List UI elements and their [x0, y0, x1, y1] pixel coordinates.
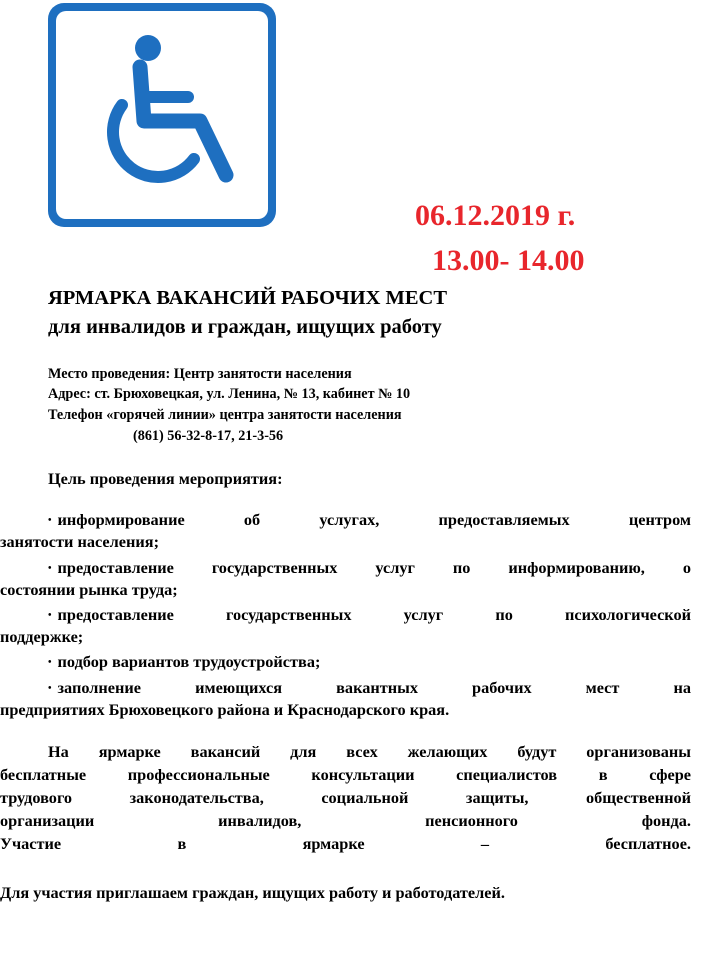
- bullet-icon: •: [48, 515, 52, 526]
- goal-item-1: • информирование об услугах, предоставляемых центром: [48, 510, 691, 529]
- page-title: ЯРМАРКА ВАКАНСИЙ РАБОЧИХ МЕСТ: [48, 287, 447, 309]
- address-text: Адрес: ст. Брюховецкая, ул. Ленина, № 13, кабинет № 10: [48, 386, 411, 402]
- wheelchair-icon: [48, 3, 276, 227]
- bullet-icon: •: [48, 657, 52, 668]
- paragraph-line-5: Участие в ярмарке – бесплатное.: [0, 834, 691, 853]
- goal-item-3: • предоставление государственных услуг по психологической: [48, 605, 691, 624]
- wheelchair-logo: [48, 3, 276, 227]
- paragraph-line-4: организации инвалидов, пенсионного фонда.: [0, 811, 691, 830]
- event-time: 13.00- 14.00: [432, 244, 585, 277]
- goal-item-2-cont: состоянии рынка труда;: [0, 580, 178, 599]
- bullet-icon: •: [48, 683, 52, 694]
- goal-item-3-cont: поддержке;: [0, 627, 84, 646]
- bullet-icon: •: [48, 610, 52, 621]
- goal-item-4: • подбор вариантов трудоустройства;: [48, 652, 321, 671]
- goal-item-2: • предоставление государственных услуг по информированию, о: [48, 558, 691, 577]
- paragraph-line-3: трудового законодательства, социальной защиты, общественной: [0, 788, 691, 807]
- invitation-text: Для участия приглашаем граждан, ищущих работу и работодателей.: [0, 883, 505, 902]
- hotline-phones: (861) 56-32-8-17, 21-3-56: [133, 428, 284, 444]
- hotline-label: Телефон «горячей линии» центра занятости населения: [48, 407, 402, 423]
- bullet-icon: •: [48, 563, 52, 574]
- event-date: 06.12.2019 г.: [415, 199, 576, 232]
- paragraph-line-1: На ярмарке вакансий для всех желающих будут организованы: [48, 742, 691, 761]
- goals-heading: Цель проведения мероприятия:: [48, 469, 283, 488]
- goal-item-5: • заполнение имеющихся вакантных рабочих мест на: [48, 678, 691, 697]
- venue-text: Место проведения: Центр занятости населения: [48, 366, 352, 382]
- goal-item-5-cont: предприятиях Брюховецкого района и Краснодарского края.: [0, 700, 450, 719]
- page-subtitle: для инвалидов и граждан, ищущих работу: [48, 316, 442, 338]
- paragraph-line-2: бесплатные профессиональные консультации специалистов в сфере: [0, 765, 691, 784]
- goal-item-1-cont: занятости населения;: [0, 532, 159, 551]
